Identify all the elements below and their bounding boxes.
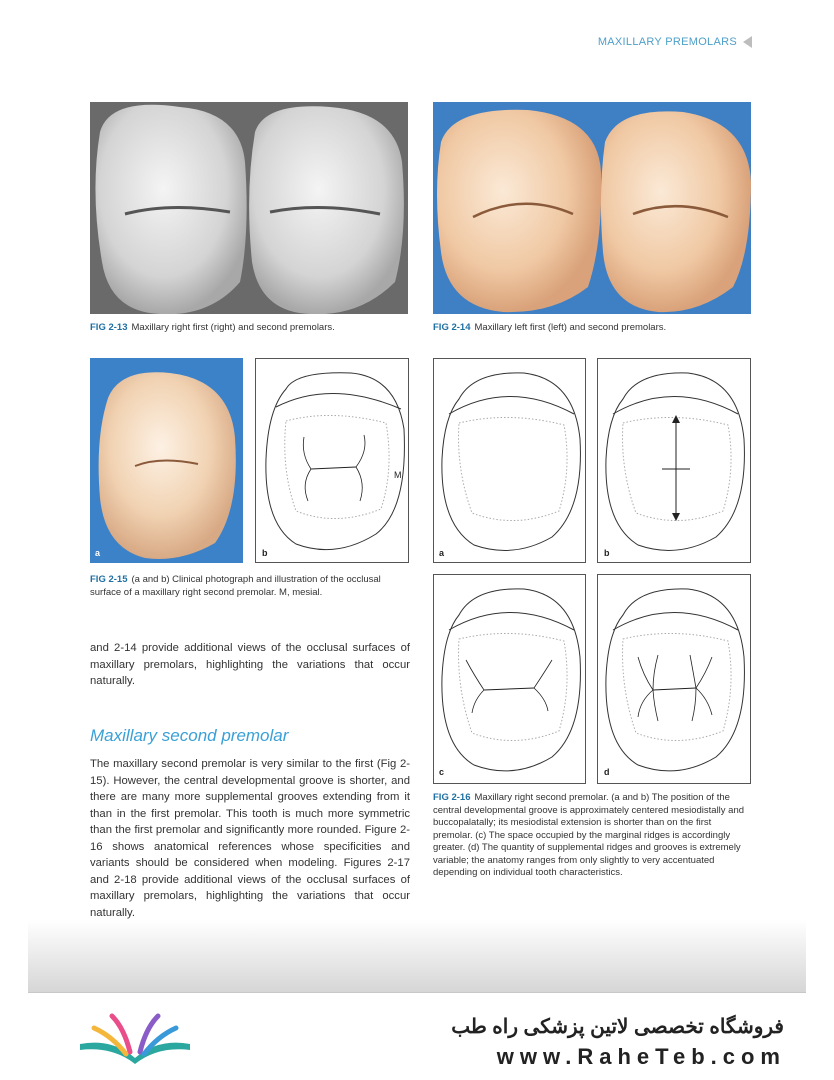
fig-2-14-caption (433, 322, 751, 335)
fig-2-16-panel-c-letter: c (439, 767, 445, 777)
running-head (598, 36, 752, 48)
fig-2-13-caption (90, 322, 408, 335)
footer-brand-persian: فروشگاه تخصصی لاتین پزشکی راه طب (451, 1016, 784, 1038)
fig-2-16a-drawing (433, 358, 586, 563)
fig-2-16-text: Maxillary right second premolar. (a and b) The position of the central developmental groove is approximately centered mesiodistally and buccopalatally; its mesiodistal extension is shorter than on the first premolar. (c) The space occupied by the marginal ridges is accordingly greater. (d) The quantity of supplemental ridges and grooves is extremely variable; the anatomy ranges from only slightly to very accentuated depending on individual tooth characteristics. (433, 792, 745, 878)
fig-2-15b-drawing (255, 358, 409, 563)
footer-fade (28, 920, 806, 992)
fig-2-15-caption (90, 574, 408, 599)
triangle-marker-icon (743, 36, 752, 48)
fig-2-16-label: FIG 2-16 (433, 792, 471, 803)
fig-2-16b-drawing (597, 358, 751, 563)
fig-2-14-label: FIG 2-14 (433, 322, 471, 333)
footer-brand-url: www.RaheTeb.com (496, 1044, 786, 1069)
fig-2-15a-photo (90, 358, 243, 563)
fig-2-14-photo (433, 102, 751, 314)
fig-2-16-caption (433, 792, 751, 880)
fig-2-13-text: Maxillary right first (right) and second premolars. (131, 322, 335, 333)
fig-2-15-text: (a and b) Clinical photograph and illustration of the occlusal surface of a maxillary right second premolar. M, mesial. (90, 574, 381, 598)
fig-2-16d-drawing (597, 574, 751, 784)
running-head-text: MAXILLARY PREMOLARS (597, 36, 737, 48)
fig-2-13-label: FIG 2-13 (90, 322, 128, 333)
fig-2-15-panel-a-letter: a (95, 548, 101, 558)
fig-2-14-text: Maxillary left first (left) and second premolars. (474, 322, 667, 333)
fig-2-13-photo (90, 102, 408, 314)
mesial-marker: M (394, 470, 402, 480)
body-paragraph-2: The maxillary second premolar is very similar to the first (Fig 2-15). However, the central developmental groove is shorter, and there are many more supplemental grooves extending from it than in the first premolar. This tooth is much more symmetric than the first premolar and significantly more rounded. Figure 2-16 shows anatomical references whose specificities and variants should be considered when modeling. Figures 2-17 and 2-18 provide additional views of the occlusal surfaces of maxillary premolars, highlighting the variations that occur naturally. (90, 758, 410, 919)
fig-2-16-panel-a-letter: a (439, 548, 445, 558)
fig-2-15-label: FIG 2-15 (90, 574, 128, 585)
fig-2-15-panel-b-letter: b (262, 548, 268, 558)
body-paragraph-1: and 2-14 provide additional views of the occlusal surfaces of maxillary premolars, highlighting the variations that occur naturally. (90, 642, 410, 687)
footer-divider (28, 992, 806, 993)
fig-2-16-panel-d-letter: d (604, 767, 610, 777)
section-title: Maxillary second premolar (90, 726, 289, 745)
book-logo-icon (72, 1008, 198, 1068)
fig-2-16-panel-b-letter: b (604, 548, 610, 558)
fig-2-16c-drawing (433, 574, 586, 784)
